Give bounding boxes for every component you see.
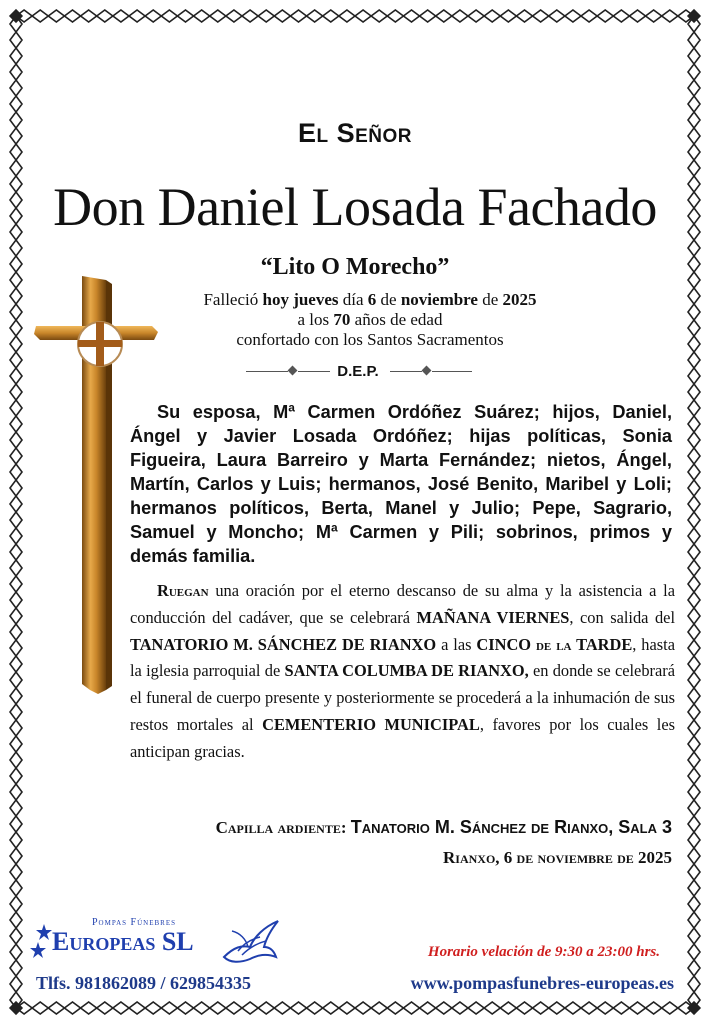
death-line-1: [140, 290, 600, 310]
star-icon: [30, 923, 54, 959]
death-line-3: confortado con los Santos Sacramentos: [236, 330, 504, 349]
text: de: [376, 290, 401, 309]
chapel-line: [216, 817, 672, 838]
text: SANTA COLUMBA DE RIANXO,: [284, 661, 529, 681]
text: en donde se celebrará el funeral de cuerpo presente y posteriormente se procederá a la inhumación de sus restos mortales al: [130, 661, 675, 734]
text: 70: [333, 310, 351, 329]
logo-title: Europeas SL: [52, 927, 194, 956]
text: Ruegan: [157, 581, 209, 600]
dove-icon: [220, 917, 282, 965]
text: día: [338, 290, 368, 309]
text: MAÑANA VIERNES: [416, 607, 570, 627]
text: a las: [436, 634, 477, 654]
visiting-hours: Horario velación de 9:30 a 23:00 hrs.: [427, 944, 660, 960]
phone-numbers: Tlfs. 981862089 / 629854335: [36, 973, 252, 993]
place-date: Rianxo, 6 de noviembre de 2025: [443, 848, 672, 867]
text: a los: [297, 310, 334, 329]
text: hoy jueves: [262, 290, 339, 309]
text: CEMENTERIO MUNICIPAL: [262, 714, 480, 734]
dep-divider: [240, 362, 476, 382]
text: Falleció: [203, 290, 263, 309]
death-line-2: [140, 310, 600, 330]
chapel-label: Capilla ardiente:: [215, 818, 351, 837]
dep-label: D.E.P.: [337, 363, 379, 380]
text: TANATORIO M. SÁNCHEZ DE RIANXO: [130, 634, 437, 654]
text: , favores por los cuales les anticipan gracias.: [130, 714, 675, 761]
family-text: Su esposa, Mª Carmen Ordóñez Suárez; hijos, Daniel, Ángel y Javier Losada Ordóñez; hijas políticas, Sonia Figueira, Laura Barreiro y Marta Fernández; nietos, Ángel, Martín, Carlos y Luis; hermanos, José Benito, Maribel y Loli; hermanos políticos, Berta, Manel y Julio; Pepe, Sagrario, Samuel y Moncho; Mª Carmen y Pili; sobrinos, primos y demás familia.: [130, 402, 672, 566]
text: de: [477, 290, 503, 309]
text: , hasta la iglesia parroquial de: [130, 634, 675, 681]
text: , con salida del: [569, 607, 676, 627]
text: 2025: [502, 290, 537, 309]
deceased-name: Don Daniel Losada Fachado: [53, 177, 657, 237]
family-list: [130, 400, 672, 568]
text: años de edad: [350, 310, 443, 329]
logo-subtitle: Pompas Fúnebres: [92, 917, 176, 928]
website-link[interactable]: www.pompasfunebres-europeas.es: [410, 973, 674, 993]
chapel-place: Tanatorio M. Sánchez de Rianxo, Sala 3: [350, 817, 672, 837]
nickname: “Lito O Morecho”: [260, 254, 450, 280]
text: CINCO de la TARDE: [476, 634, 633, 654]
text: noviembre: [400, 290, 478, 309]
title-honorific: El Señor: [297, 118, 413, 148]
prayer-paragraph: [130, 578, 675, 766]
death-details: [140, 290, 600, 350]
text: 6: [367, 290, 377, 309]
text: una oración por el eterno descanso de su alma y la asistencia a la conducción del cadáver, que se celebrará: [130, 581, 675, 627]
